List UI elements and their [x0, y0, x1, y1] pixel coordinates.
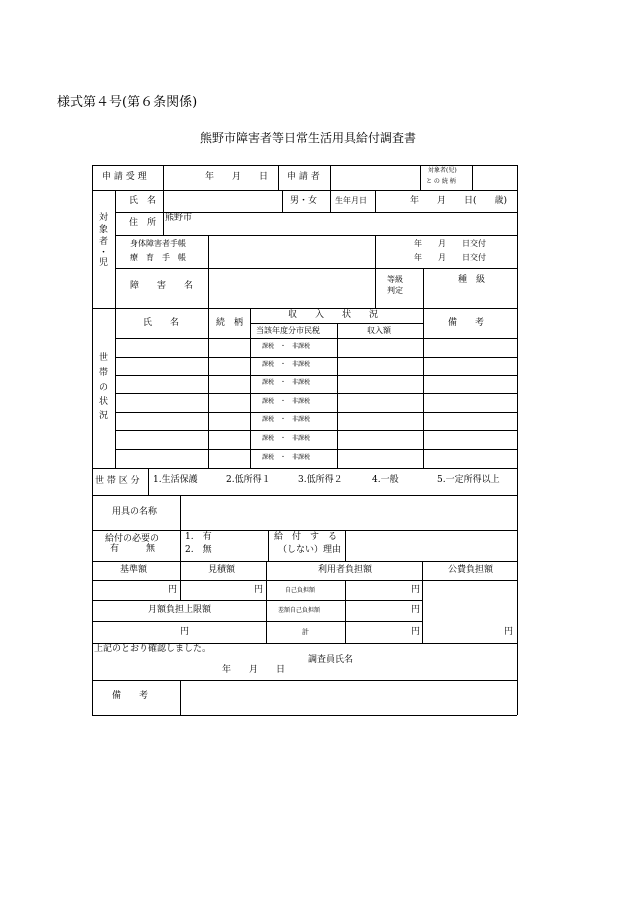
tax-status-row: 課税 ・ 非課税	[262, 416, 311, 423]
household-relation-header: 続 柄	[216, 318, 244, 328]
yen-unit: 円	[411, 627, 421, 637]
rehab-book-issued: 年 月 日交付	[414, 253, 486, 262]
received-date: 年 月 日	[205, 172, 269, 182]
birthdate-value: 年 月 日( 歳)	[410, 196, 508, 206]
household-category-label: 世 帯 区 分	[95, 476, 140, 486]
relation-label-2: と の 続 柄	[426, 178, 456, 185]
tax-header: 当該年度分市民税	[256, 326, 320, 335]
relation-label-1: 対象者(児)	[428, 167, 457, 174]
physical-book-issued: 年 月 日交付	[414, 239, 486, 248]
public-burden-label: 公費負担額	[448, 565, 494, 575]
category-option-2: 2.低所得１	[226, 475, 271, 485]
applicant-label: 申 請 者	[287, 172, 320, 182]
total-label: 計	[302, 628, 309, 636]
reason-label-2: （しない）理由	[278, 545, 342, 555]
necessity-option-no: 2. 無	[185, 545, 212, 555]
disability-name-label: 障 害 名	[130, 281, 194, 291]
monthly-cap-label: 月額負担上限額	[148, 605, 212, 615]
name-label: 氏 名	[129, 196, 157, 206]
tax-status-row: 課税 ・ 非課税	[262, 454, 311, 461]
reason-label-1: 給 付 す る	[274, 532, 338, 542]
income-status-header: 収 入 状 況	[288, 310, 379, 320]
necessity-label-1: 給付の必要の	[105, 534, 160, 544]
type-grade-label: 種 級	[458, 275, 486, 285]
self-burden-label: 自己負担額	[285, 587, 316, 594]
estimate-amount-label: 見積額	[208, 565, 236, 575]
confirm-text: 上記のとおり確認しました。	[94, 644, 212, 654]
household-remarks-header: 備 考	[448, 318, 485, 328]
yen-unit: 円	[504, 627, 514, 637]
physical-book-label: 身体障害者手帳	[130, 239, 186, 248]
necessity-label-2: 有 無	[110, 544, 156, 554]
necessity-option-yes: 1. 有	[185, 532, 212, 542]
yen-unit: 円	[411, 585, 421, 595]
tax-status-row: 課税 ・ 非課税	[262, 379, 311, 386]
investigator-name-label: 調査員氏名	[308, 655, 354, 665]
category-option-5: 5.一定所得以上	[437, 475, 500, 485]
standard-amount-label: 基準額	[120, 565, 148, 575]
category-option-3: 3.低所得２	[298, 475, 343, 485]
tax-status-row: 課税 ・ 非課税	[262, 343, 311, 350]
yen-unit: 円	[411, 605, 421, 615]
rehab-book-label: 療 育 手 帳	[130, 253, 186, 262]
household-name-header: 氏 名	[143, 318, 180, 328]
confirm-date: 年 月 日	[222, 665, 286, 675]
birthdate-label: 生年月日	[335, 196, 367, 205]
yen-unit: 円	[168, 585, 178, 595]
remarks-label: 備 考	[112, 691, 149, 701]
yen-unit: 円	[180, 627, 190, 637]
address-label: 住 所	[129, 218, 157, 228]
user-burden-label: 利用者負担額	[318, 565, 373, 575]
application-received-label: 申 請 受 理	[102, 172, 147, 182]
tax-status-row: 課税 ・ 非課税	[262, 435, 311, 442]
category-option-1: 1.生活保護	[153, 475, 198, 485]
address-value: 熊野市	[165, 213, 193, 223]
equipment-name-label: 用具の名称	[112, 507, 158, 517]
income-amount-header: 収入額	[367, 326, 391, 335]
tax-status-row: 課税 ・ 非課税	[262, 361, 311, 368]
yen-unit: 円	[254, 585, 264, 595]
grade-label-2: 判定	[387, 286, 403, 295]
page-title: 熊野市障害者等日常生活用具給付調査書	[200, 131, 417, 145]
form-number: 様式第４号(第６条関係)	[57, 95, 198, 110]
grade-label-1: 等級	[387, 275, 403, 284]
tax-status-row: 課税 ・ 非課税	[262, 398, 311, 405]
category-option-4: 4.一般	[372, 475, 399, 485]
diff-burden-label: 差額自己負担額	[278, 607, 321, 614]
sex-label: 男・女	[290, 196, 318, 206]
